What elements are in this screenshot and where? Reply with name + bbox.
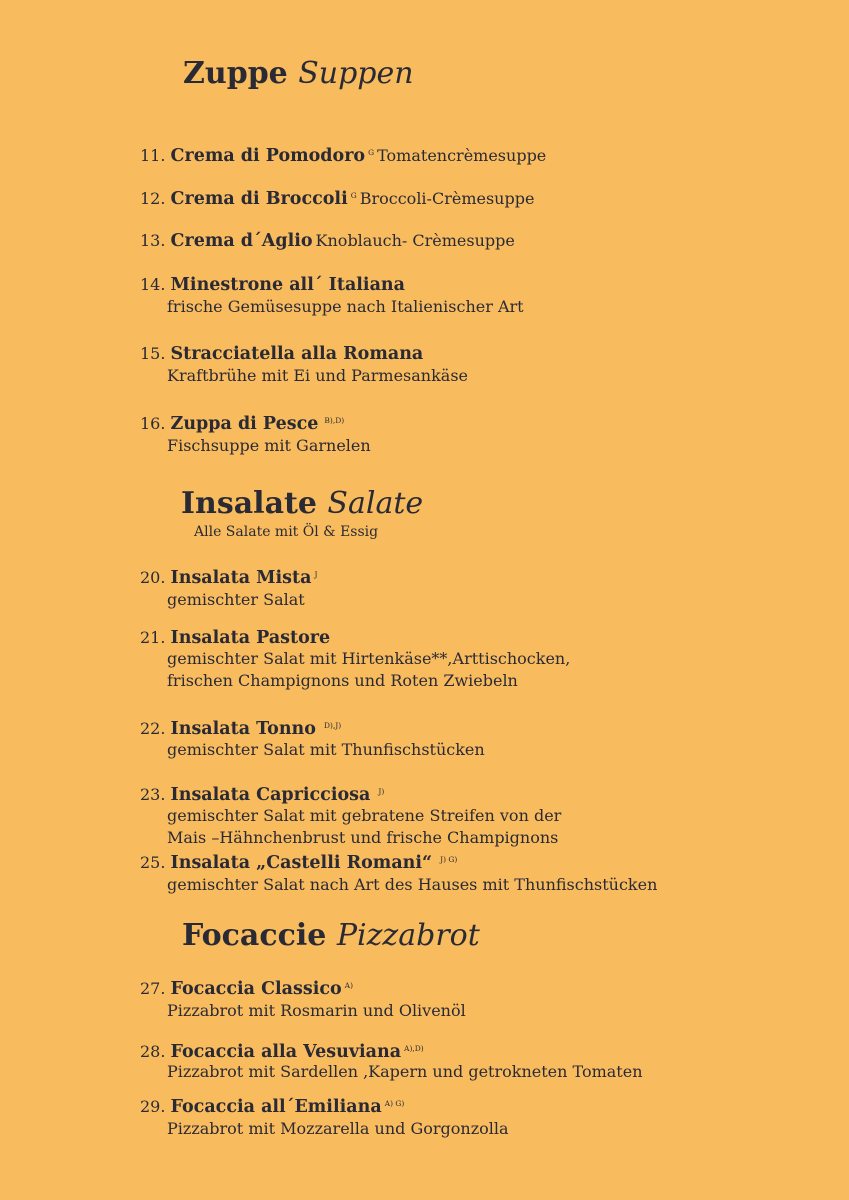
section-title-translation: Pizzabrot: [336, 918, 480, 953]
menu-item: [140, 410, 371, 457]
section-title-translation: Salate: [327, 486, 424, 521]
section-title: Insalate: [181, 486, 317, 521]
item-allergens: B),D): [324, 416, 345, 425]
item-allergens: J: [314, 570, 318, 579]
section-title: Zuppe: [183, 56, 288, 91]
item-description: Mais –Hähnchenbrust und frische Champignons: [167, 828, 559, 847]
item-name: Focaccia Classico: [170, 979, 342, 999]
item-number: 25.: [140, 853, 166, 872]
item-name: Zuppa di Pesce: [170, 414, 319, 434]
item-name: Insalata Mista: [170, 568, 312, 588]
item-allergens: G: [350, 191, 357, 200]
item-allergens: A) G): [384, 1099, 405, 1108]
item-allergens: J) G): [440, 855, 458, 864]
item-description: Tomatencrèmesuppe: [377, 146, 547, 165]
item-number: 12.: [140, 189, 166, 208]
item-description: frischen Champignons und Roten Zwiebeln: [167, 671, 518, 690]
item-name: Insalata Capricciosa: [170, 785, 371, 805]
menu-item: [140, 716, 485, 761]
item-description: gemischter Salat mit gebratene Streifen von der: [167, 806, 562, 825]
item-allergens: A): [344, 981, 354, 990]
item-allergens: G: [368, 148, 375, 157]
item-number: 22.: [140, 719, 166, 738]
item-description: frische Gemüsesuppe nach Italienischer Art: [167, 297, 524, 316]
item-number: 21.: [140, 628, 166, 647]
item-description: Pizzabrot mit Sardellen ,Kapern und getrokneten Tomaten: [167, 1062, 643, 1081]
item-number: 29.: [140, 1097, 166, 1116]
item-description: Kraftbrühe mit Ei und Parmesankäse: [167, 366, 469, 385]
menu-item: [140, 185, 534, 210]
item-description: Broccoli-Crèmesuppe: [359, 189, 535, 208]
item-description: gemischter Salat mit Hirtenkäse**,Arttischocken,: [167, 649, 571, 668]
menu-item: [140, 628, 570, 692]
item-name: Stracciatella alla Romana: [170, 344, 424, 364]
section-heading-zuppe: [183, 56, 414, 92]
menu-item: [140, 564, 317, 611]
item-name: Insalata Pastore: [170, 628, 331, 648]
item-allergens: D),J): [323, 721, 342, 730]
item-description: Pizzabrot mit Rosmarin und Olivenöl: [167, 1001, 466, 1020]
section-title: Focaccie: [182, 918, 327, 953]
item-description: gemischter Salat nach Art des Hauses mit Thunfischstücken: [167, 875, 658, 894]
section-note: Alle Salate mit Öl & Essig: [194, 524, 379, 540]
item-name: Insalata Tonno: [170, 719, 316, 739]
menu-item: [140, 782, 561, 849]
menu-item: [140, 230, 515, 252]
item-number: 15.: [140, 344, 166, 363]
menu-item: [140, 849, 657, 896]
item-number: 28.: [140, 1042, 166, 1061]
item-name: Crema d´Aglio: [170, 231, 313, 251]
menu-item: [140, 343, 468, 387]
item-number: 27.: [140, 979, 166, 998]
menu-item: [140, 1038, 643, 1081]
section-title-translation: Suppen: [298, 56, 414, 91]
item-number: 23.: [140, 785, 166, 804]
item-name: Insalata „Castelli Romani“: [170, 853, 433, 873]
section-heading-focaccie: [182, 918, 480, 954]
item-description: Fischsuppe mit Garnelen: [167, 436, 371, 455]
item-number: 13.: [140, 231, 166, 250]
item-description: Pizzabrot mit Mozzarella und Gorgonzolla: [167, 1119, 509, 1138]
item-name: Focaccia alla Vesuviana: [170, 1042, 402, 1062]
menu-item: [140, 142, 546, 167]
item-name: Focaccia all´Emiliana: [170, 1097, 382, 1117]
menu-item: [140, 1093, 509, 1140]
item-name: Crema di Broccoli: [170, 189, 348, 209]
menu-item: [140, 274, 524, 318]
item-number: 11.: [140, 146, 166, 165]
item-name: Crema di Pomodoro: [170, 146, 366, 166]
item-description: Knoblauch- Crèmesuppe: [315, 231, 515, 250]
menu-item: [140, 975, 466, 1022]
item-name: Minestrone all´ Italiana: [170, 275, 405, 295]
item-number: 16.: [140, 414, 166, 433]
item-description: gemischter Salat: [167, 590, 305, 609]
item-number: 14.: [140, 275, 166, 294]
item-description: gemischter Salat mit Thunfischstücken: [167, 740, 485, 759]
section-heading-insalate: [181, 486, 423, 522]
item-allergens: J): [378, 787, 385, 796]
item-number: 20.: [140, 568, 166, 587]
item-allergens: A),D): [404, 1044, 424, 1053]
